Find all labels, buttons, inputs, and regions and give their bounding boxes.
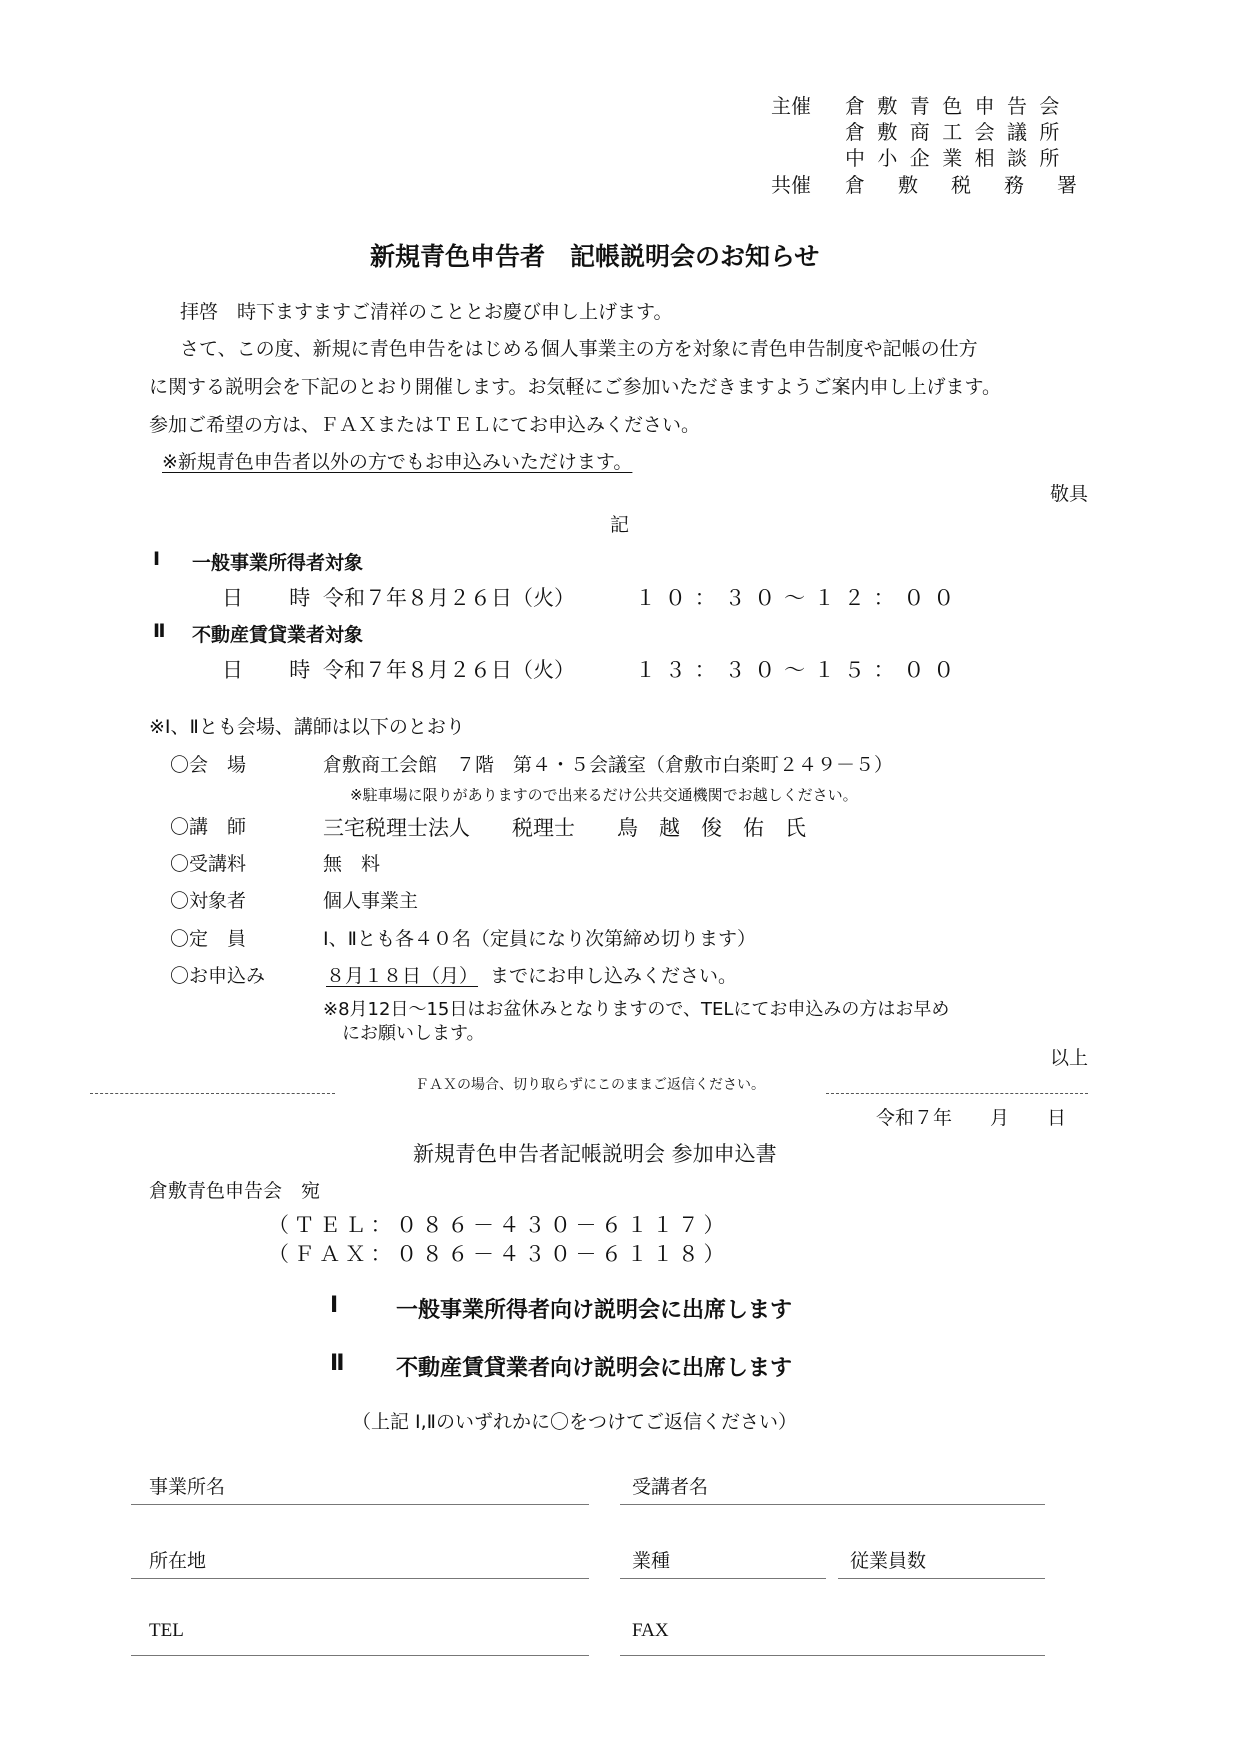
fee-label: 〇受講料 — [170, 853, 247, 875]
session-2-title: 不動産賃貸業者対象 — [192, 624, 364, 646]
field-business-name-line[interactable] — [131, 1504, 589, 1505]
apply-deadline: ８月１８日（月） — [326, 965, 479, 987]
form-instruction: （上記 Ⅰ,Ⅱのいずれかに〇をつけてご返信ください） — [352, 1411, 798, 1433]
field-fax-label: FAX — [632, 1620, 669, 1641]
capacity-value: Ⅰ、Ⅱとも各４０名（定員になり次第締め切ります） — [323, 928, 756, 950]
body-line-1: さて、この度、新規に青色申告をはじめる個人事業主の方を対象に青色申告制度や記帳の仕方 — [180, 338, 978, 360]
capacity-label: 〇定 員 — [170, 928, 247, 950]
field-address-label: 所在地 — [149, 1550, 207, 1572]
option-1-num: Ⅰ — [330, 1293, 339, 1318]
ki-heading: 記 — [610, 514, 630, 536]
session-1-date-label: 日 時 — [222, 586, 323, 610]
body-line-2: に関する説明会を下記のとおり開催します。お気軽にご参加いただきますようご案内申し上げます。 — [149, 376, 1001, 398]
field-attendee-name-label: 受講者名 — [632, 1476, 709, 1498]
fax-cut-note: ＦＡＸの場合、切り取らずにこのままご返信ください。 — [415, 1077, 765, 1093]
field-tel-label: TEL — [149, 1620, 184, 1641]
session-2-time: １３：３０〜１５：００ — [635, 658, 964, 682]
host-name-2: 倉敷商工会議所 — [845, 120, 1072, 144]
field-fax-line[interactable] — [620, 1655, 1045, 1656]
venue-value: 倉敷商工会館 ７階 第４・５会議室（倉敷市白楽町２４９－５） — [323, 754, 894, 776]
option-2: 不動産賃貸業者向け説明会に出席します — [396, 1356, 793, 1381]
field-industry-line[interactable] — [620, 1578, 826, 1579]
fee-value: 無 料 — [323, 853, 381, 875]
page-title: 新規青色申告者 記帳説明会のお知らせ — [370, 242, 820, 271]
venue-note: ※駐車場に限りがありますので出来るだけ公共交通機関でお越しください。 — [350, 786, 858, 804]
holiday-note-2: にお願いします。 — [342, 1023, 485, 1044]
session-2-num: Ⅱ — [153, 620, 166, 642]
form-title: 新規青色申告者記帳説明会 参加申込書 — [413, 1142, 777, 1166]
form-tel: （ＴＥＬ：０８６－４３０－６１１７） — [268, 1213, 730, 1237]
closing-ijou: 以上 — [1050, 1047, 1089, 1069]
session-1-date: 令和７年８月２６日（火） — [323, 586, 575, 610]
field-attendee-name-line[interactable] — [620, 1504, 1045, 1505]
field-tel-line[interactable] — [131, 1655, 589, 1656]
option-2-num: Ⅱ — [330, 1351, 345, 1376]
field-business-name-label: 事業所名 — [149, 1476, 226, 1498]
venue-label: 〇会 場 — [170, 754, 247, 776]
field-address-line[interactable] — [131, 1578, 589, 1579]
host-name-3: 中小企業相談所 — [845, 146, 1072, 170]
common-note: ※Ⅰ、Ⅱとも会場、講師は以下のとおり — [149, 716, 465, 738]
form-fax: （ＦＡＸ：０８６－４３０－６１１８） — [268, 1242, 730, 1266]
session-1-title: 一般事業所得者対象 — [192, 552, 364, 574]
lecturer-value: 三宅税理士法人 税理士 鳥 越 俊 佑 氏 — [323, 816, 806, 840]
apply-rest: までにお申し込みください。 — [490, 965, 738, 987]
session-2-date-label: 日 時 — [222, 658, 323, 682]
cohost-label: 共催 — [771, 173, 811, 197]
host-name-1: 倉敷青色申告会 — [845, 94, 1072, 118]
cut-line-right — [826, 1093, 1088, 1094]
cohost-name: 倉敷税務署 — [845, 173, 1110, 197]
greeting: 拝啓 時下ますますご清祥のこととお慶び申し上げます。 — [180, 301, 673, 323]
lecturer-label: 〇講 師 — [170, 816, 247, 838]
cut-line-left — [90, 1093, 335, 1094]
body-note: ※新規青色申告者以外の方でもお申込みいただけます。 — [162, 451, 633, 473]
target-value: 個人事業主 — [323, 890, 419, 912]
target-label: 〇対象者 — [170, 890, 247, 912]
field-employees-label: 従業員数 — [850, 1550, 927, 1572]
host-label: 主催 — [771, 94, 811, 118]
session-1-time: １０：３０〜１２：００ — [635, 586, 964, 610]
field-employees-line[interactable] — [838, 1578, 1045, 1579]
holiday-note-1: ※8月12日〜15日はお盆休みとなりますので、TELにてお申込みの方はお早め — [323, 999, 950, 1020]
form-to: 倉敷青色申告会 宛 — [149, 1180, 321, 1202]
closing-keigu: 敬具 — [1050, 483, 1089, 505]
field-industry-label: 業種 — [632, 1550, 671, 1572]
form-date-line: 令和７年 月 日 — [876, 1107, 1067, 1129]
apply-label: 〇お申込み — [170, 965, 266, 987]
body-line-3: 参加ご希望の方は、ＦＡＸまたはＴＥＬにてお申込みください。 — [149, 414, 701, 436]
option-1: 一般事業所得者向け説明会に出席します — [396, 1298, 793, 1323]
session-1-num: Ⅰ — [153, 548, 161, 570]
session-2-date: 令和７年８月２６日（火） — [323, 658, 575, 682]
